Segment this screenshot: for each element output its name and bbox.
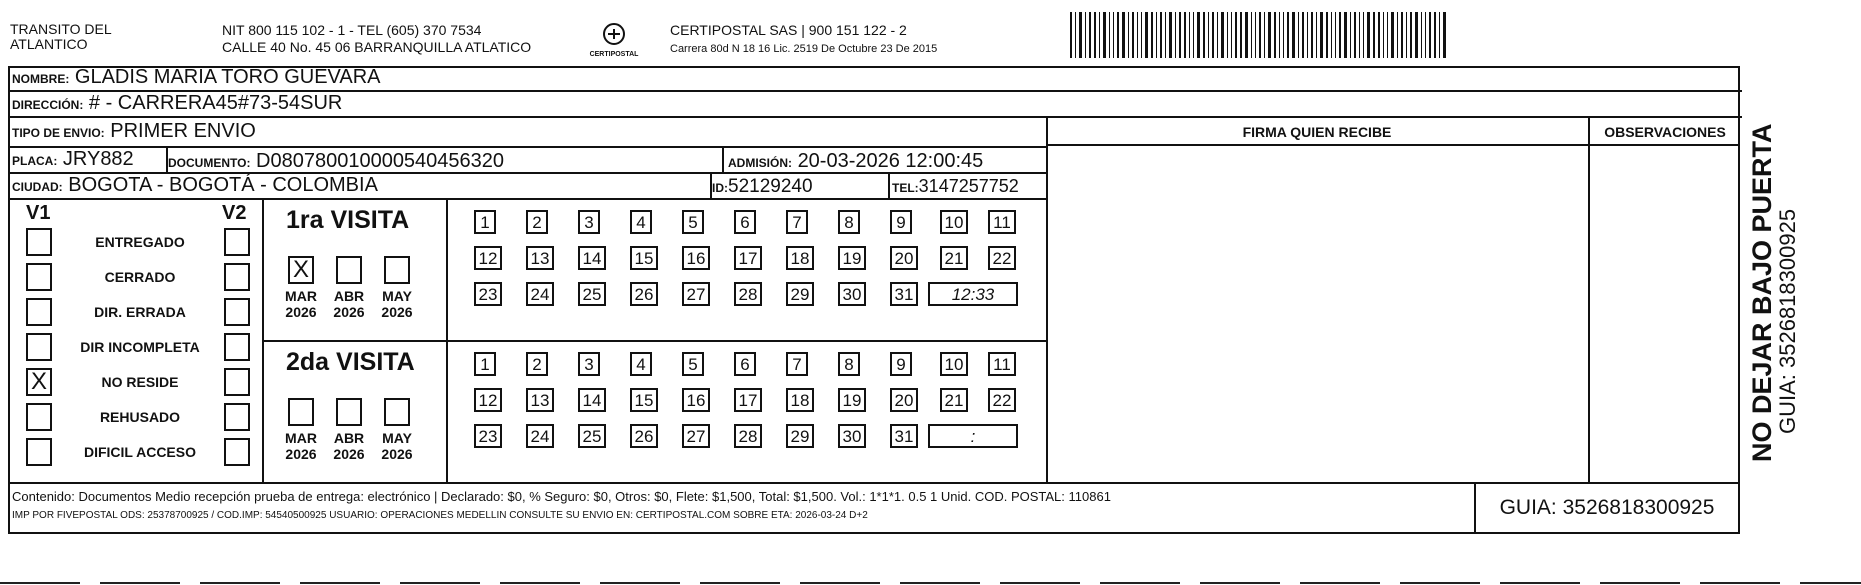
barcode-bar [1264,12,1265,58]
second-visit-day-box[interactable]: 1 [474,352,496,376]
barcode-bar [1320,12,1323,58]
second-visit-day-box[interactable]: 25 [578,424,606,448]
certipostal-logo-icon [599,22,629,46]
barcode-bar [1378,12,1380,58]
first-visit-day-box[interactable]: 5 [682,210,704,234]
first-visit-title: 1ra VISITA [286,206,410,234]
barcode-bar [1203,12,1205,58]
v1-checkbox[interactable]: X [26,368,52,396]
second-visit-day-box[interactable]: 14 [578,388,606,412]
second-visit-day-box[interactable]: 23 [474,424,502,448]
month-name: ABR [333,430,365,446]
barcode-bar [1240,12,1242,58]
first-visit-day-box[interactable]: 17 [734,246,762,270]
barcode-bar [1179,12,1181,58]
divider [262,340,1046,342]
v2-checkbox[interactable] [224,368,250,396]
barcode-bar [1410,12,1412,58]
barcode-bar [1406,12,1407,58]
barcode-bar [1208,12,1209,58]
status-label: DIR. ERRADA [94,304,186,320]
divider [888,174,890,200]
first-visit-day-box[interactable]: 30 [838,282,866,306]
first-visit-day-box[interactable]: 16 [682,246,710,270]
barcode-bar [1311,12,1313,58]
v2-label: V2 [222,202,247,224]
first-visit-day-box[interactable]: 22 [988,246,1016,270]
documento-label: DOCUMENTO: [168,156,251,170]
v2-checkbox[interactable] [224,438,250,466]
second-visit-day-box[interactable]: 19 [838,388,866,412]
second-visit-month-checkbox[interactable] [288,398,314,426]
barcode-bar [1094,12,1096,58]
barcode-bar [1421,12,1422,58]
company-address: CALLE 40 No. 45 06 BARRANQUILLA ATLATICO [222,39,532,55]
barcode-bar [1287,12,1289,58]
logo-text: CERTIPOSTAL [589,51,639,58]
second-visit-day-box[interactable]: 11 [988,352,1016,376]
second-visit-day-box[interactable]: 16 [682,388,710,412]
first-visit-day-box[interactable]: 13 [526,246,554,270]
barcode-bar [1175,12,1176,58]
first-visit-time-box[interactable]: 12:33 [928,282,1018,306]
id-value: 52129240 [728,176,813,197]
first-visit-day-box[interactable]: 7 [786,210,808,234]
barcode-bar [1235,12,1237,58]
barcode-bar [1227,12,1228,58]
direccion-label: DIRECCIÓN: [12,98,84,112]
barcode-bar [1079,12,1082,58]
carrier-name: CERTIPOSTAL SAS | 900 151 122 - 2 [670,22,907,38]
barcode-bar [1331,12,1332,58]
barcode-bar [1425,12,1426,58]
first-visit-month-checkbox[interactable]: X [288,256,314,284]
barcode-bar [1387,12,1388,58]
second-visit-day-box[interactable]: 13 [526,388,554,412]
side-no-dejar: NO DEJAR BAJO PUERTA [1747,123,1777,462]
side-guia: GUIA: 3526818300925 [1775,208,1800,434]
v1-checkbox[interactable] [26,333,52,361]
second-visit-day-box[interactable]: 20 [890,388,918,412]
first-visit-day-box[interactable]: 6 [734,210,756,234]
barcode [1070,12,1610,58]
second-visit-day-box[interactable]: 29 [786,424,814,448]
second-visit-day-box[interactable]: 24 [526,424,554,448]
second-visit-day-box[interactable]: 22 [988,388,1016,412]
v1-label: V1 [26,202,51,224]
divider [722,148,724,174]
observaciones-label: OBSERVACIONES [1604,124,1726,140]
barcode-bar [1316,12,1317,58]
barcode-bar [1307,12,1308,58]
barcode-bar [1292,12,1295,58]
divider [8,482,1740,484]
barcode-bar [1113,12,1114,58]
barcode-bar [1217,12,1218,58]
v2-checkbox[interactable] [224,263,250,291]
company-name: TRANSITO DEL ATLANTICO [10,21,112,52]
barcode-bar [1137,12,1138,58]
first-visit-day-box[interactable]: 2 [526,210,548,234]
month-year: 2026 [333,446,365,462]
second-visit-day-box[interactable]: 15 [630,388,658,412]
status-label: CERRADO [104,269,176,285]
first-visit-day-box[interactable]: 18 [786,246,814,270]
first-visit-day-box[interactable]: 26 [630,282,658,306]
barcode-bar [1391,12,1394,58]
barcode-bar [1363,12,1364,58]
divider [166,148,168,174]
second-visit-day-box[interactable]: 7 [786,352,808,376]
second-visit-day-box[interactable]: 17 [734,388,762,412]
barcode-bar [1335,12,1336,58]
barcode-bar [1075,12,1076,58]
v2-checkbox[interactable] [224,403,250,431]
first-visit-day-box[interactable]: 3 [578,210,600,234]
second-visit-day-box[interactable]: 2 [526,352,548,376]
documento-value: D080780010000540456320 [256,150,505,172]
second-visit-month-label [281,430,321,462]
barcode-bar [1132,12,1134,58]
barcode-bar [1298,12,1299,58]
barcode-bar [1326,12,1328,58]
row-nombre [10,66,1742,92]
direccion-value: # - CARRERA45#73-54SUR [88,92,343,114]
status-label: DIFICIL ACCESO [83,444,196,460]
carrier-address: Carrera 80d N 18 16 Lic. 2519 De Octubre 23 De 2015 [670,43,938,55]
certipostal-logo [586,22,642,58]
barcode-bar [1439,12,1440,58]
first-visit-day-box[interactable]: 20 [890,246,918,270]
barcode-bar [1099,12,1100,58]
second-visit-day-box[interactable]: 12 [474,388,502,412]
first-visit-month-checkbox[interactable] [384,256,410,284]
second-visit-title: 2da VISITA [286,348,415,376]
status-label: NO RESIDE [101,374,179,390]
barcode-bar [1354,12,1356,58]
second-visit-day-box[interactable]: 9 [890,352,912,376]
second-visit-day-box[interactable]: 18 [786,388,814,412]
barcode-bar [1429,12,1431,58]
first-visit-day-box[interactable]: 24 [526,282,554,306]
barcode-bar [1373,12,1375,58]
barcode-bar [1117,12,1119,58]
barcode-bar [1274,12,1276,58]
barcode-bar [1128,12,1129,58]
second-visit-month-label [377,430,417,462]
admision-cell [728,150,983,173]
v2-checkbox[interactable] [224,333,250,361]
barcode-bar [1397,12,1398,58]
divider [1046,144,1740,146]
second-visit-day-box[interactable]: 5 [682,352,704,376]
first-visit-day-box[interactable]: 23 [474,282,502,306]
v1-checkbox[interactable] [26,263,52,291]
barcode-bar [1189,12,1190,58]
first-visit-day-box[interactable]: 9 [890,210,912,234]
barcode-bar [1212,12,1214,58]
barcode-bar [1259,12,1261,58]
barcode-bar [1109,12,1110,58]
nombre-value: GLADIS MARIA TORO GUEVARA [74,66,381,88]
barcode-bar [1184,12,1186,58]
barcode-bar [1165,12,1166,58]
second-visit-day-box[interactable]: 6 [734,352,756,376]
month-name: MAR [285,288,317,304]
second-visit-month-checkbox[interactable] [384,398,410,426]
side-text [1748,123,1800,462]
tipo-value: PRIMER ENVIO [110,120,256,142]
row-tipo [10,118,1048,148]
v1-checkbox[interactable] [26,403,52,431]
barcode-bar [1251,12,1252,58]
cut-line [0,582,1861,584]
footer-imp: IMP POR FIVEPOSTAL ODS: 25378700925 / COD.IMP: 54540500925 USUARIO: OPERACIONES MEDELLIN CONSULTE SU ENVIO EN: CERTIPOSTAL.COM SOBRE ETA: 2026-03-24 D+2 [12,510,868,521]
first-visit-month-checkbox[interactable] [336,256,362,284]
barcode-bar [1401,12,1403,58]
barcode-bar [1103,12,1106,58]
first-visit-day-box[interactable]: 27 [682,282,710,306]
firma-label: FIRMA QUIEN RECIBE [1242,124,1392,140]
second-visit-day-box[interactable]: 10 [940,352,968,376]
barcode-bar [1339,12,1341,58]
first-visit-day-box[interactable]: 10 [940,210,968,234]
second-visit-day-box[interactable]: 4 [630,352,652,376]
ciudad-label: CIUDAD: [12,180,63,194]
divider [1046,118,1048,482]
month-year: 2026 [285,446,317,462]
barcode-bar [1279,12,1280,58]
barcode-bar [1283,12,1284,58]
v2-checkbox[interactable] [224,298,250,326]
tel-value: 3147257752 [918,176,1019,196]
barcode-bar [1245,12,1248,58]
status-label: ENTREGADO [95,234,185,250]
admision-value: 20-03-2026 12:00:45 [797,150,984,172]
barcode-bar [1359,12,1360,58]
first-visit-day-box[interactable]: 25 [578,282,606,306]
first-visit-day-box[interactable]: 19 [838,246,866,270]
second-visit-day-box[interactable]: 26 [630,424,658,448]
footer-guia: GUIA: 3526818300925 [1499,496,1715,519]
barcode-bar [1443,12,1446,58]
month-name: MAY [382,430,412,446]
first-visit-day-box[interactable]: 4 [630,210,652,234]
barcode-bar [1434,12,1436,58]
placa-value: JRY882 [62,148,134,170]
month-name: MAR [285,430,317,446]
first-visit-day-box[interactable]: 28 [734,282,762,306]
second-visit-day-box[interactable]: 21 [940,388,968,412]
barcode-bar [1415,12,1418,58]
barcode-bar [1193,12,1194,58]
second-visit-day-box[interactable]: 30 [838,424,866,448]
first-visit-month-label [329,288,369,320]
divider [710,174,712,200]
first-visit-day-box[interactable]: 1 [474,210,496,234]
first-visit-month-label [281,288,321,320]
month-year: 2026 [285,304,317,320]
ciudad-value: BOGOTA - BOGOTÁ - COLOMBIA [68,174,378,196]
documento-cell [168,150,504,173]
barcode-bar [1122,12,1125,58]
tel-cell [892,176,1019,197]
status-label: DIR INCOMPLETA [80,339,200,355]
barcode-bar [1070,12,1072,58]
barcode-bar [1197,12,1200,58]
second-visit-day-box[interactable]: 8 [838,352,860,376]
month-name: ABR [333,288,365,304]
v1-checkbox[interactable] [26,298,52,326]
barcode-bar [1160,12,1162,58]
second-visit-month-checkbox[interactable] [336,398,362,426]
id-cell [712,176,813,198]
second-visit-month-label [329,430,369,462]
barcode-bar [1302,12,1304,58]
first-visit-day-box[interactable]: 11 [988,210,1016,234]
tipo-label: TIPO DE ENVIO: [12,126,105,140]
divider [1588,118,1590,482]
barcode-bar [1221,12,1224,58]
first-visit-day-box[interactable]: 8 [838,210,860,234]
first-visit-day-box[interactable]: 29 [786,282,814,306]
company-nit: NIT 800 115 102 - 1 - TEL (605) 370 7534 [222,22,482,38]
row-direccion [10,92,1742,118]
barcode-bar [1145,12,1148,58]
barcode-bar [1383,12,1384,58]
barcode-bar [1169,12,1172,58]
first-visit-day-box[interactable]: 31 [890,282,918,306]
admision-label: ADMISIÓN: [728,156,792,170]
second-visit-day-box[interactable]: 3 [578,352,600,376]
v1-checkbox[interactable] [26,438,52,466]
barcode-bar [1085,12,1086,58]
barcode-bar [1255,12,1256,58]
nombre-label: NOMBRE: [12,72,70,86]
first-visit-month-label [377,288,417,320]
first-visit-day-box[interactable]: 21 [940,246,968,270]
barcode-bar [1089,12,1091,58]
second-visit-time-box[interactable]: : [928,424,1018,448]
v1-checkbox[interactable] [26,228,52,256]
barcode-bar [1268,12,1271,58]
tel-label: TEL: [892,181,919,195]
month-year: 2026 [381,304,413,320]
month-year: 2026 [333,304,365,320]
id-label: ID: [712,181,728,195]
barcode-bar [1151,12,1153,58]
barcode-bar [1350,12,1351,58]
barcode-bar [1344,12,1347,58]
placa-label: PLACA: [12,154,58,168]
first-visit-day-box[interactable]: 14 [578,246,606,270]
second-visit-day-box[interactable]: 31 [890,424,918,448]
footer-contenido: Contenido: Documentos Medio recepción prueba de entrega: electrónico | Declarado: $0, % Seguro: $0, Otros: $0, Flete: $1,500, Total: $1,500. Vol.: 1*1*1. 0.5 1 Unid. COD. POSTAL: 110861 [12,489,1111,504]
barcode-bar [1231,12,1232,58]
barcode-bar [1367,12,1370,58]
first-visit-day-box[interactable]: 15 [630,246,658,270]
month-name: MAY [382,288,412,304]
second-visit-day-box[interactable]: 28 [734,424,762,448]
barcode-bar [1141,12,1142,58]
barcode-bar [1156,12,1157,58]
first-visit-day-box[interactable]: 12 [474,246,502,270]
month-year: 2026 [381,446,413,462]
second-visit-day-box[interactable]: 27 [682,424,710,448]
status-label: REHUSADO [99,409,181,425]
v2-checkbox[interactable] [224,228,250,256]
